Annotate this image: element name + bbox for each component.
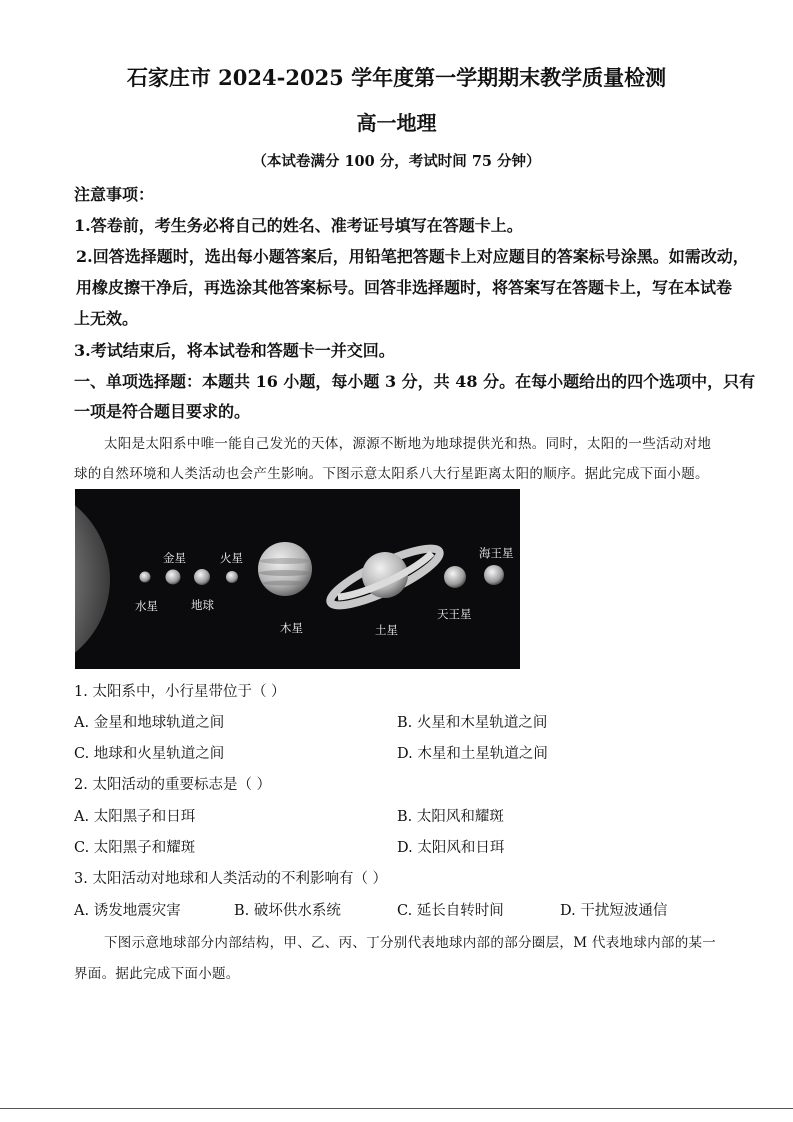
question-2-stem: 2. 太阳活动的重要标志是（ ） bbox=[74, 777, 272, 793]
label-jupiter: 木星 bbox=[280, 621, 303, 635]
question-2-option-d: D. 太阳风和日珥 bbox=[397, 840, 505, 856]
note-item-2-line-2: 用橡皮擦干净后，再选涂其他答案标号。回答非选择题时，将答案写在答题卡上，写在本试卷 bbox=[76, 278, 733, 297]
label-mercury: 水星 bbox=[135, 599, 158, 613]
exam-title: 石家庄市 2024-2025 学年度第一学期期末教学质量检测 bbox=[126, 65, 667, 90]
question-1-option-c: C. 地球和火星轨道之间 bbox=[74, 746, 225, 762]
label-earth: 地球 bbox=[191, 598, 214, 612]
question-2-option-c: C. 太阳黑子和耀斑 bbox=[74, 840, 196, 856]
planet-neptune bbox=[484, 565, 504, 585]
question-3-option-d: D. 干扰短波通信 bbox=[560, 903, 668, 919]
question-1-stem: 1. 太阳系中，小行星带位于（ ） bbox=[74, 684, 286, 700]
question-2-option-a: A. 太阳黑子和日珥 bbox=[74, 809, 196, 825]
exam-info: （本试卷满分 100 分，考试时间 75 分钟） bbox=[252, 153, 541, 170]
question-1-option-a: A. 金星和地球轨道之间 bbox=[74, 715, 225, 731]
planet-venus bbox=[166, 570, 181, 585]
question-3-option-b: B. 破坏供水系统 bbox=[234, 903, 341, 919]
note-item-2-line-3: 上无效。 bbox=[74, 309, 139, 328]
label-venus: 金星 bbox=[163, 551, 186, 565]
page-bottom-rule bbox=[0, 1108, 793, 1109]
note-item-2-line-1: 2.回答选择题时，选出每小题答案后，用铅笔把答题卡上对应题目的答案标号涂黑。如需改动， bbox=[76, 247, 749, 266]
label-neptune: 海王星 bbox=[479, 546, 514, 560]
question-1-option-b: B. 火星和木星轨道之间 bbox=[397, 715, 548, 731]
planet-mercury bbox=[140, 572, 151, 583]
note-item-1: 1.答卷前，考生务必将自己的姓名、准考证号填写在答题卡上。 bbox=[74, 216, 523, 235]
passage-2-line-1: 下图示意地球部分内部结构，甲、乙、丙、丁分别代表地球内部的部分圈层，M 代表地球内部的某一 bbox=[104, 935, 717, 951]
question-3-stem: 3. 太阳活动对地球和人类活动的不利影响有（ ） bbox=[74, 871, 388, 887]
notes-heading: 注意事项： bbox=[74, 185, 155, 204]
planet-uranus bbox=[444, 566, 466, 588]
planet-saturn bbox=[325, 539, 446, 615]
planet-jupiter bbox=[258, 542, 312, 596]
sun-edge bbox=[75, 489, 110, 669]
question-3-option-a: A. 诱发地震灾害 bbox=[74, 903, 181, 919]
section-heading-line-1: 一、单项选择题：本题共 16 小题，每小题 3 分，共 48 分。在每小题给出的四个选项中，只有 bbox=[74, 372, 756, 391]
passage-1-line-1: 太阳是太阳系中唯一能自己发光的天体，源源不断地为地球提供光和热。同时，太阳的一些活动对地 bbox=[104, 436, 712, 452]
passage-2-line-2: 界面。据此完成下面小题。 bbox=[74, 966, 240, 982]
solar-system-figure bbox=[75, 489, 520, 669]
question-2-option-b: B. 太阳风和耀斑 bbox=[397, 809, 504, 825]
section-heading-line-2: 一项是符合题目要求的。 bbox=[74, 402, 251, 421]
label-mars: 火星 bbox=[220, 551, 243, 565]
subject-title: 高一地理 bbox=[356, 111, 437, 135]
label-saturn: 土星 bbox=[375, 623, 398, 637]
planet-mars bbox=[226, 571, 238, 583]
question-1-option-d: D. 木星和土星轨道之间 bbox=[397, 746, 548, 762]
question-3-option-c: C. 延长自转时间 bbox=[397, 903, 504, 919]
label-uranus: 天王星 bbox=[437, 607, 472, 621]
planet-earth bbox=[194, 569, 210, 585]
passage-1-line-2: 球的自然环境和人类活动也会产生影响。下图示意太阳系八大行星距离太阳的顺序。据此完成下面小题。 bbox=[74, 466, 709, 482]
note-item-3: 3.考试结束后，将本试卷和答题卡一并交回。 bbox=[74, 341, 395, 360]
